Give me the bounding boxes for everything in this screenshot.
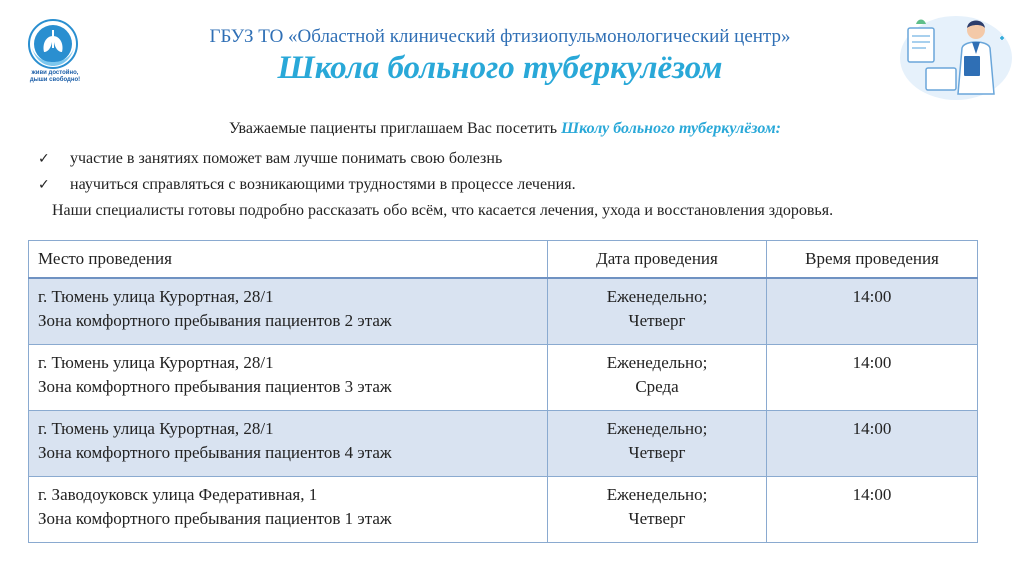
bullet-text: участие в занятиях поможет вам лучше понимать свою болезнь: [70, 150, 503, 167]
date-day: Четверг: [628, 509, 686, 528]
header-place: Место проведения: [29, 241, 548, 279]
date-day: Четверг: [628, 311, 686, 330]
table-header-row: [29, 241, 978, 279]
place-address: г. Тюмень улица Курортная, 28/1: [38, 287, 274, 306]
bullet-item: [38, 148, 576, 174]
place-zone: Зона комфортного пребывания пациентов 3 этаж: [38, 377, 392, 396]
date-frequency: Еженедельно;: [606, 485, 708, 504]
header-time: Время проведения: [767, 241, 978, 279]
schedule-table: [28, 240, 978, 543]
cell-time: 14:00: [767, 477, 978, 543]
logo-tagline-line-1: живи достойно,: [31, 70, 79, 76]
cell-date: [548, 278, 767, 345]
date-frequency: Еженедельно;: [606, 353, 708, 372]
bullet-text: научиться справляться с возникающими трудностями в процессе лечения.: [70, 176, 576, 193]
date-frequency: Еженедельно;: [606, 287, 708, 306]
date-day: Четверг: [628, 443, 686, 462]
place-address: г. Тюмень улица Курортная, 28/1: [38, 419, 274, 438]
bullet-item: [38, 174, 576, 200]
table-row: [29, 278, 978, 345]
cell-place: [29, 477, 548, 543]
date-day: Среда: [635, 377, 679, 396]
doctor-illustration: [896, 8, 1014, 102]
place-address: г. Тюмень улица Курортная, 28/1: [38, 353, 274, 372]
place-address: г. Заводоуковск улица Федеративная, 1: [38, 485, 318, 504]
cell-place: [29, 345, 548, 411]
checkmark-icon: ✓: [38, 151, 50, 167]
cell-place: [29, 278, 548, 345]
closing-text: Наши специалисты готовы подробно рассказать обо всём, что касается лечения, ухода и восстановления здоровья.: [52, 202, 834, 219]
place-zone: Зона комфортного пребывания пациентов 1 этаж: [38, 509, 392, 528]
date-frequency: Еженедельно;: [606, 419, 708, 438]
table-row: [29, 345, 978, 411]
cell-date: [548, 411, 767, 477]
table-row: [29, 411, 978, 477]
cell-time: 14:00: [767, 345, 978, 411]
place-zone: Зона комфортного пребывания пациентов 4 этаж: [38, 443, 392, 462]
checkmark-icon: ✓: [38, 177, 50, 193]
intro-highlight: Школу больного туберкулёзом:: [561, 120, 782, 137]
org-name: ГБУЗ ТО «Областной клинический фтизиопульмонологический центр»: [209, 26, 791, 47]
bullet-list: [38, 148, 576, 200]
place-zone: Зона комфортного пребывания пациентов 2 этаж: [38, 311, 392, 330]
cell-time: 14:00: [767, 278, 978, 345]
page-title: Школа больного туберкулёзом: [277, 50, 723, 86]
header-date: Дата проведения: [548, 241, 767, 279]
cell-date: [548, 477, 767, 543]
intro-main: Уважаемые пациенты приглашаем Вас посетить: [228, 120, 558, 137]
intro-text: [0, 120, 1010, 138]
logo-tagline-line-2: дыши свободно!: [29, 77, 81, 83]
table-row: [29, 477, 978, 543]
cell-place: [29, 411, 548, 477]
cell-date: [548, 345, 767, 411]
cell-time: 14:00: [767, 411, 978, 477]
